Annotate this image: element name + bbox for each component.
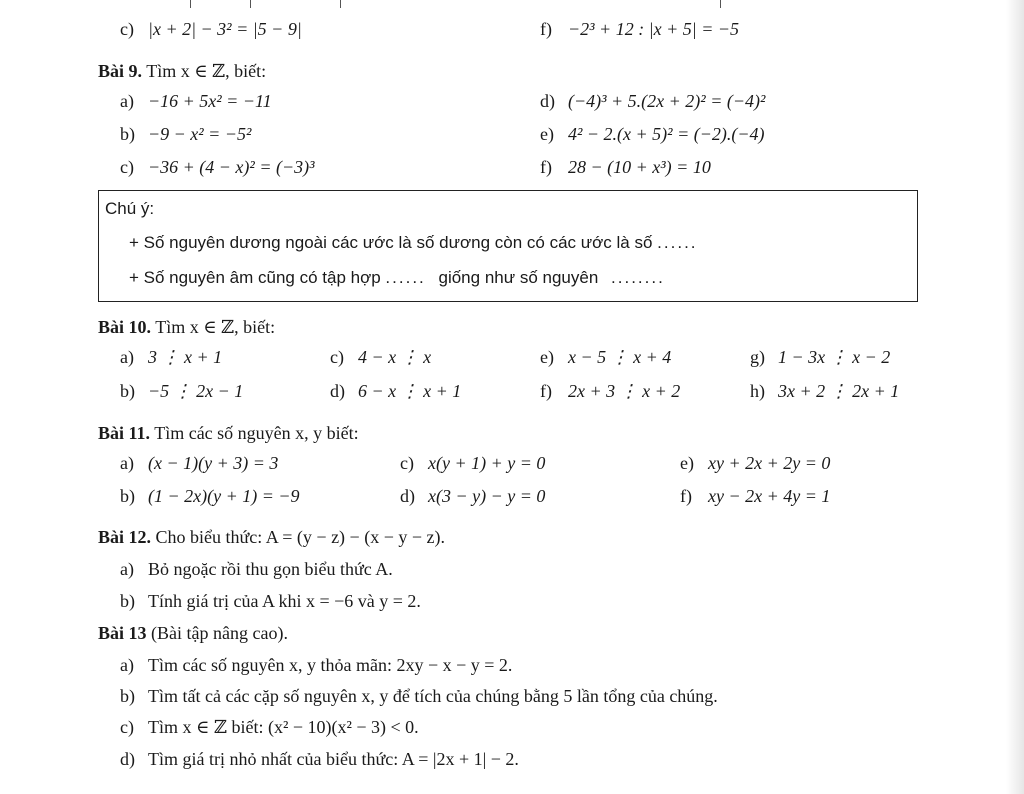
note-box <box>98 190 918 302</box>
cut-mark <box>340 0 341 8</box>
exercise-item: e) xy + 2x + 2y = 0 <box>680 453 831 473</box>
exercise-item: g) 1 − 3x ⋮ x − 2 <box>750 347 891 367</box>
note-line: + Số nguyên âm cũng có tập hợp ...... giống như số nguyên ........ <box>129 268 665 287</box>
exercise-item: c) |x + 2| − 3² = |5 − 9| <box>120 19 302 39</box>
exercise-item: d) Tìm giá trị nhỏ nhất của biểu thức: A = |2x + 1| − 2. <box>120 749 519 769</box>
exercise-item: a) −16 + 5x² = −11 <box>120 91 272 111</box>
exercise-item: b) Tính giá trị của A khi x = −6 và y = 2. <box>120 591 421 611</box>
exercise-item: e) 4² − 2.(x + 5)² = (−2).(−4) <box>540 124 765 144</box>
exercise-item: d) (−4)³ + 5.(2x + 2)² = (−4)² <box>540 91 766 111</box>
exercise-item: d) x(3 − y) − y = 0 <box>400 486 546 506</box>
exercise-heading: Bài 10. Tìm x ∈ ℤ, biết: <box>98 317 276 337</box>
cut-mark <box>250 0 251 8</box>
exercise-item: f) xy − 2x + 4y = 1 <box>680 486 831 506</box>
note-line: + Số nguyên dương ngoài các ước là số dương còn có các ước là số ...... <box>129 233 698 252</box>
exercise-item: e) x − 5 ⋮ x + 4 <box>540 347 672 367</box>
exercise-item: f) 2x + 3 ⋮ x + 2 <box>540 381 681 401</box>
exercise-item: b) −9 − x² = −5² <box>120 124 252 144</box>
exercise-item: c) −36 + (4 − x)² = (−3)³ <box>120 157 315 177</box>
exercise-item: b) (1 − 2x)(y + 1) = −9 <box>120 486 300 506</box>
exercise-heading: Bài 13 (Bài tập nâng cao). <box>98 623 288 643</box>
exercise-item: a) Bỏ ngoặc rồi thu gọn biểu thức A. <box>120 559 393 579</box>
blank: ...... <box>657 233 698 252</box>
exercise-item: a) (x − 1)(y + 3) = 3 <box>120 453 279 473</box>
exercise-item: c) x(y + 1) + y = 0 <box>400 453 546 473</box>
exercise-item: a) Tìm các số nguyên x, y thỏa mãn: 2xy − x − y = 2. <box>120 655 513 675</box>
exercise-item: b) Tìm tất cả các cặp số nguyên x, y để tích của chúng bằng 5 lần tổng của chúng. <box>120 686 718 706</box>
exercise-heading: Bài 12. Cho biểu thức: A = (y − z) − (x − y − z). <box>98 527 445 547</box>
exercise-item: h) 3x + 2 ⋮ 2x + 1 <box>750 381 900 401</box>
cut-mark <box>720 0 721 8</box>
exercise-item: f) 28 − (10 + x³) = 10 <box>540 157 711 177</box>
note-title: Chú ý: <box>105 199 155 218</box>
exercise-item: c) Tìm x ∈ ℤ biết: (x² − 10)(x² − 3) < 0. <box>120 717 419 737</box>
exercise-item: a) 3 ⋮ x + 1 <box>120 347 223 367</box>
blank: ........ <box>611 268 665 287</box>
blank: ...... <box>385 268 426 287</box>
page-edge-shadow <box>1006 0 1024 794</box>
exercise-item: b) −5 ⋮ 2x − 1 <box>120 381 244 401</box>
exercise-heading: Bài 9. Tìm x ∈ ℤ, biết: <box>98 61 267 81</box>
cut-mark <box>190 0 191 8</box>
exercise-item: c) 4 − x ⋮ x <box>330 347 432 367</box>
exercise-item: f) −2³ + 12 : |x + 5| = −5 <box>540 19 740 39</box>
exercise-heading: Bài 11. Tìm các số nguyên x, y biết: <box>98 423 359 443</box>
exercise-item: d) 6 − x ⋮ x + 1 <box>330 381 462 401</box>
